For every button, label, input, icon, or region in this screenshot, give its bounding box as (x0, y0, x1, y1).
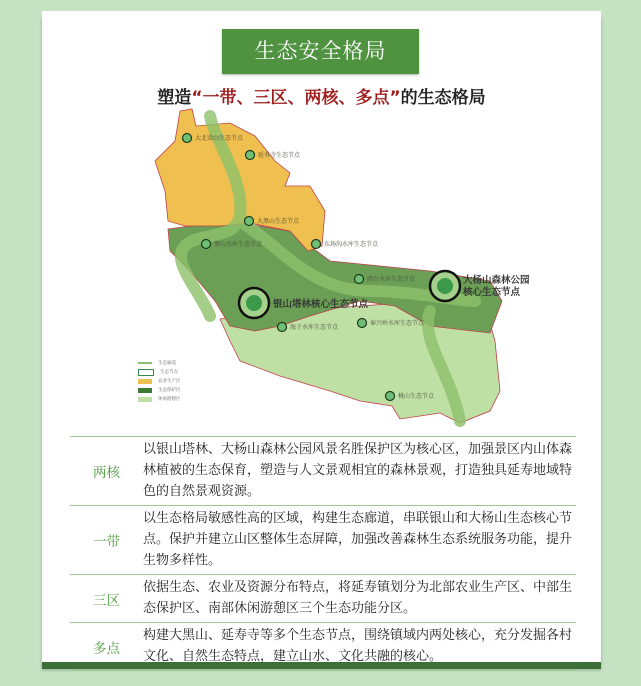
ecological-map (130, 101, 530, 441)
table-row (70, 505, 576, 574)
subtitle-suffix: 的生态格局 (400, 88, 486, 108)
table-row (70, 436, 576, 505)
row-key: 两核 (93, 465, 120, 481)
row-key: 三区 (93, 592, 120, 609)
leisure-swatch-icon (138, 397, 152, 402)
node-label: 奉兴岭水库生态节点 (370, 320, 425, 327)
node-label: 海子水库生态节点 (290, 324, 339, 331)
table-row (70, 574, 576, 622)
row-text: 以银山塔林、大杨山森林公园风景名胜保护区为核心区，加强景区内山体森林植被的生态保育，塑造与人文景观相宜的森林景观，打造独具延寿地域特色的自然景观资源。 (143, 442, 573, 499)
core-node-label: 核心生态节点 (463, 287, 521, 298)
core-node-label: 大杨山森林公园 (463, 275, 530, 286)
legend-item-agriculture: 农业生产区 (138, 377, 181, 385)
row-text: 构建大黑山、延寿寺等多个生态节点，围绕镇域内两处核心，充分发掘各村文化、自然生态特点，建立山水、文化共融的核心。 (143, 628, 573, 664)
row-key: 多点 (93, 640, 120, 657)
row-text: 以生态格局敏感性高的区域，构建生态廊道，串联银山和大杨山生态核心节点。保护并建立山区整体生态屏障，加强改善森林生态系统服务功能，提升生物多样性。 (143, 511, 573, 568)
page-title: 生态安全格局 (222, 29, 419, 74)
legend-item-leisure: 休闲游憩区 (138, 395, 181, 403)
core-node-label: 银山塔林核心生态节点 (273, 299, 369, 310)
node-label: 大黑山生态节点 (257, 218, 300, 225)
content-card (42, 11, 601, 662)
subtitle-highlight: “一带、三区、两核、多点” (191, 88, 401, 108)
row-text: 依据生态、农业及资源分布特点，将延寿镇划分为北部农业生产区、中部生态保护区、南部休闲游憩区三个生态功能分区。 (143, 580, 573, 616)
node-label: 西台水库生态节点 (367, 276, 416, 283)
node-label: 延寿寺生态节点 (258, 152, 301, 159)
subtitle-prefix: 塑造 (157, 88, 192, 108)
agriculture-swatch-icon (138, 379, 152, 384)
legend-item-corridor: 生态廊道 (138, 359, 181, 367)
row-key: 一带 (93, 534, 120, 550)
pattern-table (70, 436, 576, 671)
table-row (70, 622, 576, 671)
node-label: 黑山水库生态节点 (214, 241, 263, 248)
node-swatch-icon (138, 369, 154, 376)
protection-swatch-icon (138, 388, 152, 393)
legend-item-protection: 生态保护区 (138, 386, 181, 394)
node-label: 东场沟水库生态节点 (324, 241, 379, 248)
map-legend (138, 359, 181, 404)
node-label: 大北梁山生态节点 (195, 135, 244, 142)
legend-item-node: 生态节点 (138, 368, 181, 376)
node-label: 桃山生态节点 (398, 393, 435, 400)
map-graphic (130, 101, 530, 441)
corridor-swatch-icon (138, 362, 152, 364)
